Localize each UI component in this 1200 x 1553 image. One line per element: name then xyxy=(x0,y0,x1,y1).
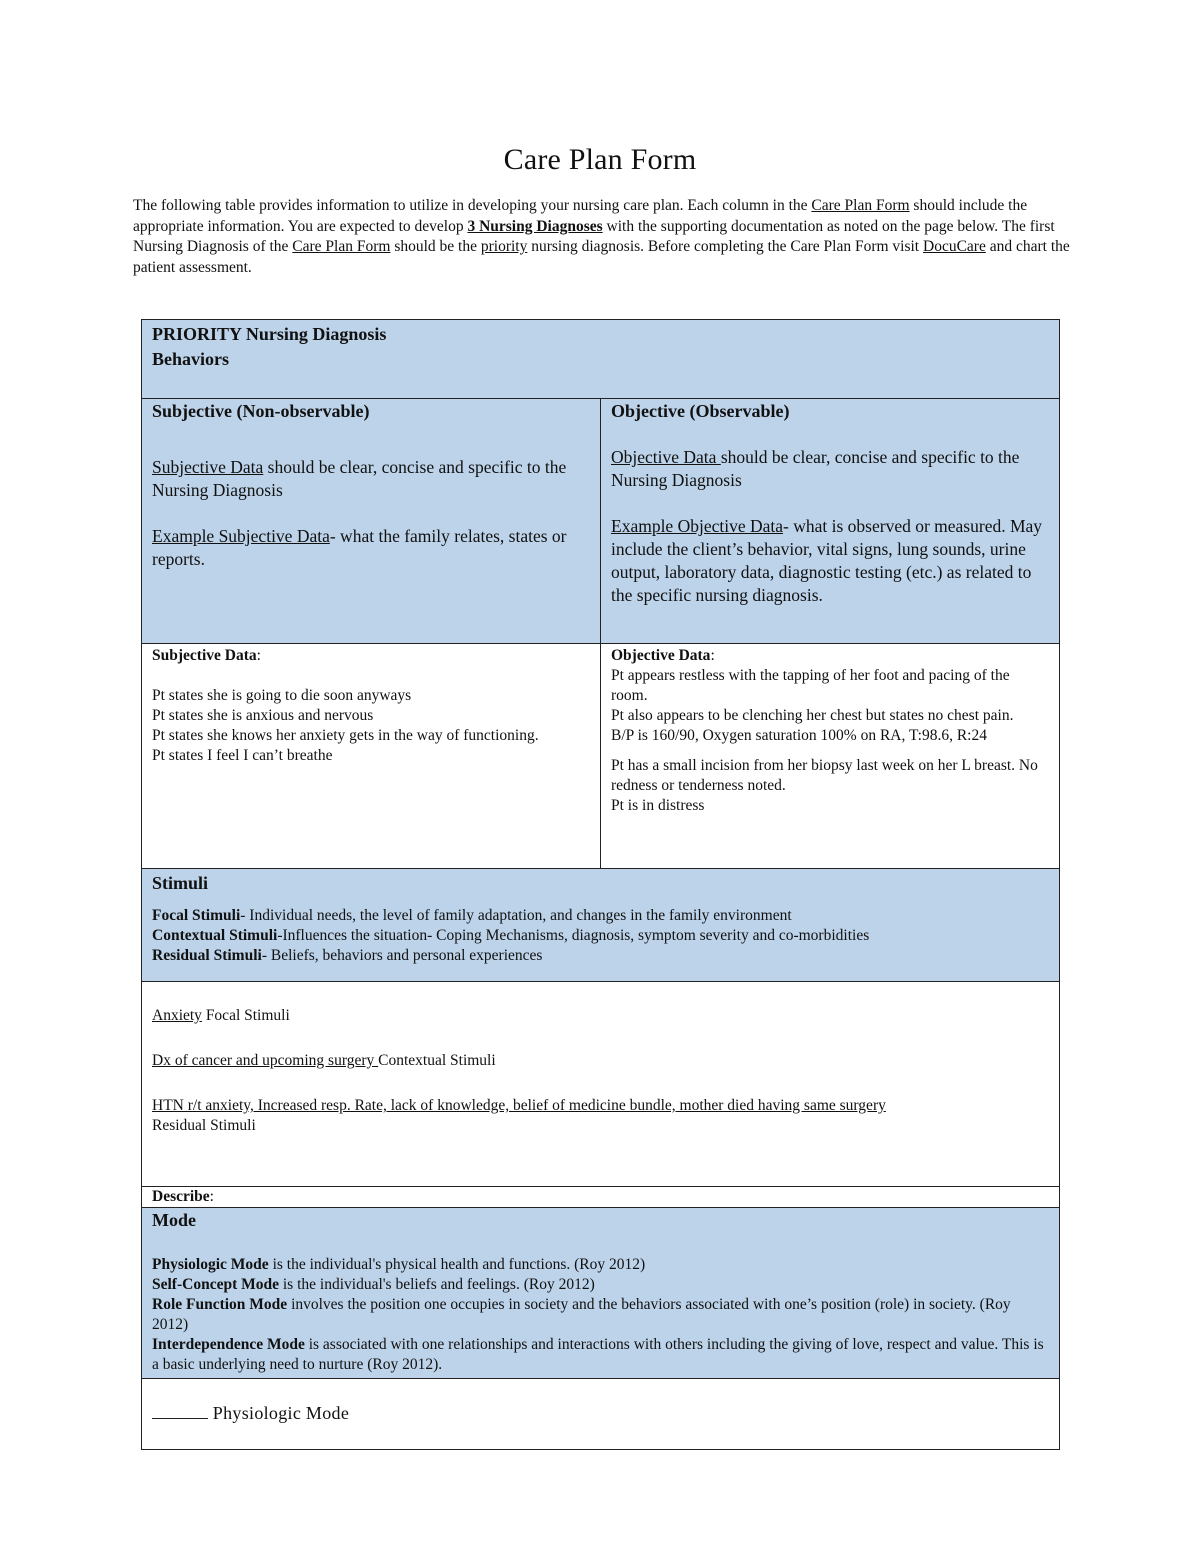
self-concept-mode-line xyxy=(152,1275,1049,1295)
contextual-stimuli-line xyxy=(152,926,1049,946)
contextual-label: Contextual Stimuli xyxy=(152,927,278,944)
stimuli-row xyxy=(142,869,1060,982)
describe-colon: : xyxy=(209,1188,214,1205)
intro-text-1: The following table provides information to utilize in developing your nursing care plan. Each column in the xyxy=(133,197,812,214)
priority-cell xyxy=(142,320,1060,399)
describe-label: Describe xyxy=(152,1188,210,1205)
care-plan-form-link: Care Plan Form xyxy=(811,197,910,214)
role-function-text: involves the position one occupies in society and the behaviors associated with one’s position (role) in society. (Roy 2012) xyxy=(152,1296,1011,1333)
physiologic-mode-line xyxy=(152,1255,1049,1275)
interdependence-mode-line xyxy=(152,1335,1049,1375)
subjective-example-text: - what the family relates, states or reports. xyxy=(152,526,567,569)
objective-guide-cell xyxy=(601,399,1060,644)
objective-line: Pt is in distress xyxy=(611,797,705,814)
focal-text: - Individual needs, the level of family adaptation, and changes in the family environment xyxy=(240,907,792,924)
objective-colon: : xyxy=(710,647,715,664)
subjective-line: Pt states she knows her anxiety gets in the way of functioning. xyxy=(152,727,539,744)
care-plan-form-link-2: Care Plan Form xyxy=(292,238,391,255)
mode-row xyxy=(142,1208,1060,1379)
subjective-example xyxy=(152,525,590,571)
objective-line: B/P is 160/90, Oxygen saturation 100% on RA, T:98.6, R:24 xyxy=(611,727,987,744)
priority-text: priority xyxy=(480,238,528,255)
residual-stimuli-tag: Residual Stimuli xyxy=(152,1117,256,1134)
mode-answer-row xyxy=(142,1379,1060,1450)
subjective-data-cell xyxy=(142,644,601,869)
guide-row xyxy=(142,399,1060,644)
cancer-text: Dx of cancer and upcoming surgery xyxy=(152,1052,379,1069)
role-function-mode-line xyxy=(152,1295,1049,1335)
objective-guide-text xyxy=(611,446,1049,492)
describe-row xyxy=(142,1187,1060,1208)
objective-data-cell xyxy=(601,644,1060,869)
page-title: Care Plan Form xyxy=(503,143,697,176)
describe-cell xyxy=(142,1187,1060,1208)
three-diagnoses-text: 3 Nursing Diagnoses xyxy=(467,217,603,235)
priority-row xyxy=(142,320,1060,399)
stimuli-cell xyxy=(142,869,1060,982)
objective-line: Pt appears restless with the tapping of her foot and pacing of the room. xyxy=(611,667,1010,704)
priority-heading: PRIORITY Nursing Diagnosis xyxy=(152,324,387,344)
intro-text-5: nursing diagnosis. Before completing the Care Plan Form visit xyxy=(527,238,923,255)
intro-text-2: should include the appropriate information. You are expected to develop xyxy=(133,197,1028,235)
self-concept-text: is the individual's beliefs and feelings. (Roy 2012) xyxy=(279,1276,595,1293)
intro-paragraph xyxy=(133,196,1073,278)
subjective-line: Pt states I feel I can’t breathe xyxy=(152,747,333,764)
residual-stimuli-line xyxy=(152,946,1049,966)
subjective-line: Pt states she is going to die soon anyways xyxy=(152,687,412,704)
interdependence-label: Interdependence Mode xyxy=(152,1336,305,1353)
self-concept-label: Self-Concept Mode xyxy=(152,1276,279,1293)
subjective-data-label xyxy=(152,646,590,666)
objective-data-link: Objective Data xyxy=(611,447,721,467)
subjective-guide-cell xyxy=(142,399,601,644)
objective-data-label-text: Objective Data xyxy=(611,647,711,664)
stimuli-answer-3 xyxy=(152,1096,1049,1116)
focal-label: Focal Stimuli xyxy=(152,907,241,924)
subjective-guide-heading: Subjective (Non-observable) xyxy=(152,401,370,421)
objective-example-text: - what is observed or measured. May include the client’s behavior, vital signs, lung sounds, urine output, laboratory data, diagnostic testing (etc.) as related to the specific nursing diagnosis. xyxy=(611,516,1043,605)
focal-stimuli-line xyxy=(152,906,1049,926)
subjective-data-link: Subjective Data xyxy=(152,457,264,477)
subjective-line: Pt states she is anxious and nervous xyxy=(152,707,374,724)
stimuli-answer-1 xyxy=(152,1006,1049,1026)
focal-stimuli-tag: Focal Stimuli xyxy=(201,1007,290,1024)
example-objective-link: Example Objective Data xyxy=(611,516,784,536)
answer-blank xyxy=(152,1401,208,1419)
objective-line: Pt also appears to be clenching her chest but states no chest pain. xyxy=(611,707,1014,724)
mode-answer-line xyxy=(152,1401,1049,1425)
intro-text-3: with the supporting documentation as noted on the page below. The first Nursing Diagnosis of the xyxy=(133,217,1055,255)
mode-heading: Mode xyxy=(152,1210,196,1230)
data-row xyxy=(142,644,1060,869)
physiologic-mode-answer: Physiologic Mode xyxy=(208,1403,350,1423)
stimuli-answers-row xyxy=(142,982,1060,1187)
physiologic-label: Physiologic Mode xyxy=(152,1256,269,1273)
residual-text: - Beliefs, behaviors and personal experiences xyxy=(261,947,543,964)
stimuli-answer-2 xyxy=(152,1051,1049,1071)
htn-text: HTN r/t anxiety, Increased resp. Rate, lack of knowledge, belief of medicine bundle, mother died having same surgery xyxy=(152,1097,886,1114)
docucare-link: DocuCare xyxy=(923,238,986,255)
subjective-guide-text xyxy=(152,456,590,479)
anxiety-text: Anxiety xyxy=(152,1007,202,1024)
objective-line: Pt has a small incision from her biopsy last week on her L breast. No redness or tenderness noted. xyxy=(611,757,1038,794)
subjective-guide-text-2: Nursing Diagnosis xyxy=(152,480,283,500)
objective-guide-heading: Objective (Observable) xyxy=(611,401,790,421)
behaviors-heading: Behaviors xyxy=(152,349,230,369)
contextual-stimuli-tag: Contextual Stimuli xyxy=(378,1052,496,1069)
contextual-text: -Influences the situation- Coping Mechanisms, diagnosis, symptom severity and co-morbidities xyxy=(277,927,870,944)
subjective-guide-text-1: should be clear, concise and specific to the xyxy=(263,457,567,477)
subjective-colon: : xyxy=(256,647,261,664)
physiologic-text: is the individual's physical health and functions. (Roy 2012) xyxy=(268,1256,646,1273)
role-function-label: Role Function Mode xyxy=(152,1296,288,1313)
example-subjective-link: Example Subjective Data xyxy=(152,526,330,546)
intro-text-6: and chart the patient assessment. xyxy=(133,238,1070,276)
subjective-data-label-text: Subjective Data xyxy=(152,647,257,664)
mode-cell xyxy=(142,1208,1060,1379)
objective-data-label xyxy=(611,646,1049,666)
stimuli-heading: Stimuli xyxy=(152,873,209,893)
care-plan-table xyxy=(141,319,1060,1450)
stimuli-answers-cell xyxy=(142,982,1060,1187)
mode-answer-cell xyxy=(142,1379,1060,1450)
residual-label: Residual Stimuli xyxy=(152,947,262,964)
interdependence-text: is associated with one relationships and interactions with others including the giving of love, respect and value. This is a basic underlying need to nurture (Roy 2012). xyxy=(152,1336,1044,1373)
intro-text-4: should be the xyxy=(390,238,481,255)
objective-guide-text-1: should be clear, concise and specific to the Nursing Diagnosis xyxy=(611,447,1020,490)
objective-example xyxy=(611,515,1049,607)
